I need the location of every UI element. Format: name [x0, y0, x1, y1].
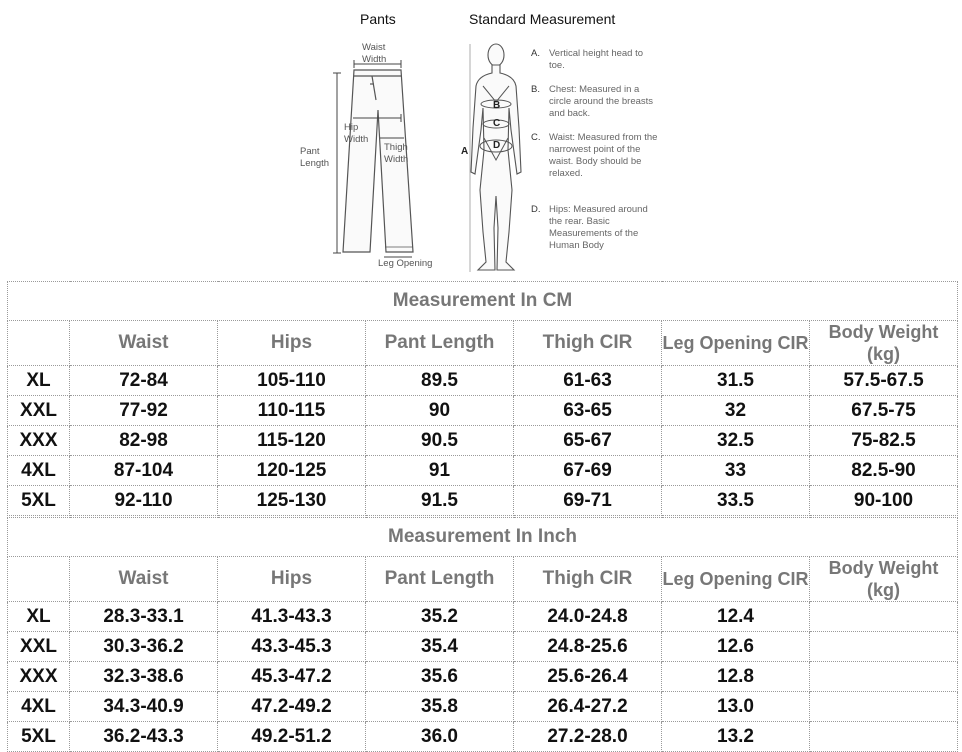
waist-cell: 72-84 [70, 366, 218, 396]
waist-cell: 87-104 [70, 456, 218, 486]
waist-cell: 34.3-40.9 [70, 692, 218, 722]
size-table-cm [7, 281, 958, 516]
size-cell: 4XL [8, 692, 70, 722]
table-row [8, 366, 958, 396]
pant-length-label-1: Pant [300, 146, 320, 157]
pant-length-cell: 36.0 [366, 722, 514, 752]
body-letter-c: C [493, 118, 501, 129]
body-weight-cell: 67.5-75 [810, 396, 958, 426]
header-leg-opening-cir: Leg Opening CIR [662, 557, 810, 602]
note-b-key: B. [531, 84, 540, 95]
hip-width-label-1: Hip [344, 122, 359, 133]
table-title: Measurement In Inch [8, 518, 958, 557]
pant-length-cell: 89.5 [366, 366, 514, 396]
waist-cell: 92-110 [70, 486, 218, 516]
note-b [531, 84, 661, 120]
table-row [8, 632, 958, 662]
body-weight-cell: 82.5-90 [810, 456, 958, 486]
pant-length-cell: 91.5 [366, 486, 514, 516]
note-a-text: Vertical height head to toe. [549, 48, 644, 71]
thigh-cir-cell: 24.0-24.8 [514, 602, 662, 632]
waist-cell: 30.3-36.2 [70, 632, 218, 662]
body-letter-d: D [493, 140, 501, 151]
size-cell: XXX [8, 426, 70, 456]
waist-cell: 77-92 [70, 396, 218, 426]
body-illustration [471, 44, 521, 270]
waist-cell: 32.3-38.6 [70, 662, 218, 692]
header-body-weight: Body Weight (kg) [810, 557, 958, 602]
header-pant-length: Pant Length [366, 557, 514, 602]
hips-cell: 105-110 [218, 366, 366, 396]
pant-length-cell: 35.2 [366, 602, 514, 632]
waist-cell: 82-98 [70, 426, 218, 456]
hips-cell: 47.2-49.2 [218, 692, 366, 722]
leg-opening-cell: 12.4 [662, 602, 810, 632]
body-letter-b: B [493, 100, 501, 111]
size-cell: 4XL [8, 456, 70, 486]
size-table-inch [7, 517, 958, 752]
header-waist: Waist [70, 321, 218, 366]
body-weight-cell: 75-82.5 [810, 426, 958, 456]
note-c-key: C. [531, 132, 541, 143]
leg-opening-cell: 13.2 [662, 722, 810, 752]
waist-width-label-2: Width [362, 54, 387, 65]
note-b-text: Chest: Measured in a circle around the breasts and back. [549, 84, 654, 119]
pant-length-cell: 35.8 [366, 692, 514, 722]
thigh-cir-cell: 27.2-28.0 [514, 722, 662, 752]
thigh-width-label-2: Width [384, 154, 409, 165]
measurement-figure [0, 0, 962, 280]
thigh-cir-cell: 63-65 [514, 396, 662, 426]
note-c [531, 132, 661, 180]
body-weight-cell [810, 602, 958, 632]
thigh-width-label-1: Thigh [384, 142, 408, 153]
waist-cell: 36.2-43.3 [70, 722, 218, 752]
hip-width-label-2: Width [344, 134, 369, 145]
hips-cell: 41.3-43.3 [218, 602, 366, 632]
note-d-text: Hips: Measured around the rear. Basic Measurements of the Human Body [549, 204, 648, 251]
hips-cell: 43.3-45.3 [218, 632, 366, 662]
note-a [531, 48, 661, 72]
header-hips: Hips [218, 557, 366, 602]
body-weight-cell [810, 722, 958, 752]
leg-opening-cell: 31.5 [662, 366, 810, 396]
thigh-cir-cell: 61-63 [514, 366, 662, 396]
hips-cell: 110-115 [218, 396, 366, 426]
thigh-cir-cell: 25.6-26.4 [514, 662, 662, 692]
thigh-cir-cell: 65-67 [514, 426, 662, 456]
waist-width-label-1: Waist [362, 42, 386, 53]
table-row [8, 662, 958, 692]
pant-length-cell: 90.5 [366, 426, 514, 456]
hips-cell: 125-130 [218, 486, 366, 516]
header-waist: Waist [70, 557, 218, 602]
pant-length-cell: 90 [366, 396, 514, 426]
size-cell: XXL [8, 632, 70, 662]
size-cell: XXX [8, 662, 70, 692]
body-weight-cell: 90-100 [810, 486, 958, 516]
header-size [8, 321, 70, 366]
table-row [8, 486, 958, 516]
header-leg-opening-cir: Leg Opening CIR [662, 321, 810, 366]
note-a-key: A. [531, 48, 540, 59]
header-thigh-cir: Thigh CIR [514, 557, 662, 602]
size-cell: 5XL [8, 486, 70, 516]
body-weight-cell [810, 632, 958, 662]
pant-length-label-2: Length [300, 158, 330, 169]
table-row [8, 602, 958, 632]
body-weight-cell [810, 692, 958, 722]
figure-drawing [0, 0, 962, 280]
leg-opening-cell: 13.0 [662, 692, 810, 722]
table-row [8, 456, 958, 486]
table-row [8, 426, 958, 456]
waist-cell: 28.3-33.1 [70, 602, 218, 632]
leg-opening-cell: 33 [662, 456, 810, 486]
pant-length-cell: 91 [366, 456, 514, 486]
pants-title: Pants [360, 11, 396, 27]
thigh-cir-cell: 24.8-25.6 [514, 632, 662, 662]
pant-length-cell: 35.6 [366, 662, 514, 692]
table-row [8, 692, 958, 722]
size-cell: XL [8, 366, 70, 396]
thigh-cir-cell: 26.4-27.2 [514, 692, 662, 722]
thigh-cir-cell: 67-69 [514, 456, 662, 486]
leg-opening-cell: 12.8 [662, 662, 810, 692]
hips-cell: 45.3-47.2 [218, 662, 366, 692]
note-c-text: Waist: Measured from the narrowest point of the waist. Body should be relaxed. [549, 132, 658, 179]
leg-opening-cell: 32.5 [662, 426, 810, 456]
header-hips: Hips [218, 321, 366, 366]
size-cell: 5XL [8, 722, 70, 752]
leg-opening-cell: 33.5 [662, 486, 810, 516]
note-d [531, 204, 661, 252]
body-weight-cell: 57.5-67.5 [810, 366, 958, 396]
header-pant-length: Pant Length [366, 321, 514, 366]
leg-opening-cell: 32 [662, 396, 810, 426]
table-row [8, 396, 958, 426]
table-row [8, 722, 958, 752]
header-thigh-cir: Thigh CIR [514, 321, 662, 366]
note-d-key: D. [531, 204, 541, 215]
pant-length-cell: 35.4 [366, 632, 514, 662]
table-title: Measurement In CM [8, 282, 958, 321]
body-letter-a: A [461, 146, 469, 157]
hips-cell: 120-125 [218, 456, 366, 486]
header-size [8, 557, 70, 602]
thigh-cir-cell: 69-71 [514, 486, 662, 516]
leg-opening-label: Leg Opening [378, 258, 433, 269]
size-cell: XL [8, 602, 70, 632]
hips-cell: 49.2-51.2 [218, 722, 366, 752]
header-body-weight: Body Weight (kg) [810, 321, 958, 366]
standard-measurement-title: Standard Measurement [469, 11, 616, 27]
size-cell: XXL [8, 396, 70, 426]
hips-cell: 115-120 [218, 426, 366, 456]
body-weight-cell [810, 662, 958, 692]
leg-opening-cell: 12.6 [662, 632, 810, 662]
